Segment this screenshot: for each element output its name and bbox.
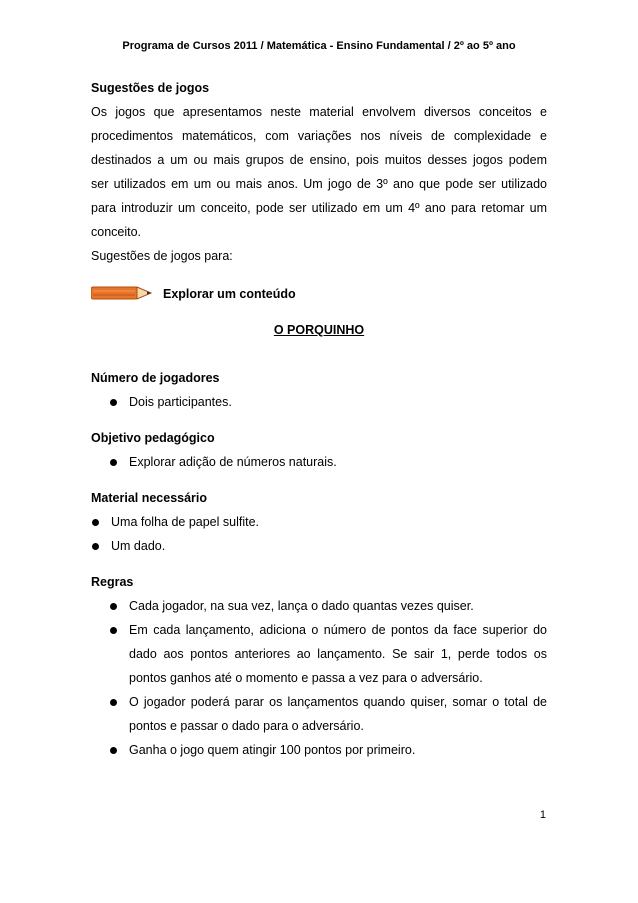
bullet-icon (110, 747, 117, 754)
bullet-icon (92, 543, 99, 550)
page-header: Programa de Cursos 2011 / Matemática - Ensino Fundamental / 2º ao 5º ano (122, 40, 516, 52)
list-item (91, 534, 547, 558)
bullet-icon (110, 459, 117, 466)
list-item (91, 594, 547, 618)
section-title: Sugestões de jogos (91, 81, 210, 95)
game-title: O PORQUINHO (273, 323, 365, 337)
intro-line-5: para introduzir um conceito, pode ser utilizado em um 4º ano para retomar um (91, 201, 547, 215)
list-item (91, 738, 547, 762)
list-item-text: Explorar adição de números naturais. (129, 455, 337, 469)
bullet-icon (92, 519, 99, 526)
intro-line-3: destinados a um ou mais grupos de ensino, pois muitos desses jogos podem (91, 153, 547, 167)
intro-line-6: conceito. (91, 225, 142, 239)
objective-title: Objetivo pedagógico (91, 431, 215, 445)
bullet-icon (110, 699, 117, 706)
rules-list (91, 594, 547, 762)
list-item (91, 450, 547, 474)
intro-line-2: procedimentos matemáticos, com variações nos níveis de complexidade e (91, 129, 547, 143)
list-item-text: Um dado. (111, 539, 166, 553)
explore-label: Explorar um conteúdo (163, 287, 296, 301)
list-item-text: Uma folha de papel sulfite. (111, 515, 260, 529)
bullet-icon (110, 603, 117, 610)
list-item-text: Em cada lançamento, adiciona o número de pontos da face superior do dado aos pontos anteriores ao lançamento. Se sair 1, perde todos os pontos ganhos até o momento e passa a vez para o adversário. (129, 623, 547, 685)
list-item (91, 618, 547, 690)
players-title: Número de jogadores (91, 371, 220, 385)
list-item-text: Dois participantes. (129, 395, 232, 409)
list-item (91, 390, 547, 414)
material-title: Material necessário (91, 491, 208, 505)
list-item-text: O jogador poderá parar os lançamentos quando quiser, somar o total de pontos e passar o dado para o adversário. (129, 695, 547, 733)
list-item-text: Cada jogador, na sua vez, lança o dado quantas vezes quiser. (129, 599, 474, 613)
pencil-icon (91, 286, 153, 300)
list-item (91, 510, 547, 534)
explore-row (91, 282, 547, 306)
suggestions-intro: Sugestões de jogos para: (91, 249, 233, 263)
intro-line-4: ser utilizados em um ou mais anos. Um jogo de 3º ano que pode ser utilizado (91, 177, 547, 191)
bullet-icon (110, 627, 117, 634)
bullet-icon (110, 399, 117, 406)
page-content (91, 76, 547, 762)
rules-title: Regras (91, 575, 134, 589)
list-item (91, 690, 547, 738)
list-item-text: Ganha o jogo quem atingir 100 pontos por primeiro. (129, 743, 416, 757)
intro-line-1: Os jogos que apresentamos neste material envolvem diversos conceitos e (91, 105, 547, 119)
page-number: 1 (539, 809, 546, 821)
